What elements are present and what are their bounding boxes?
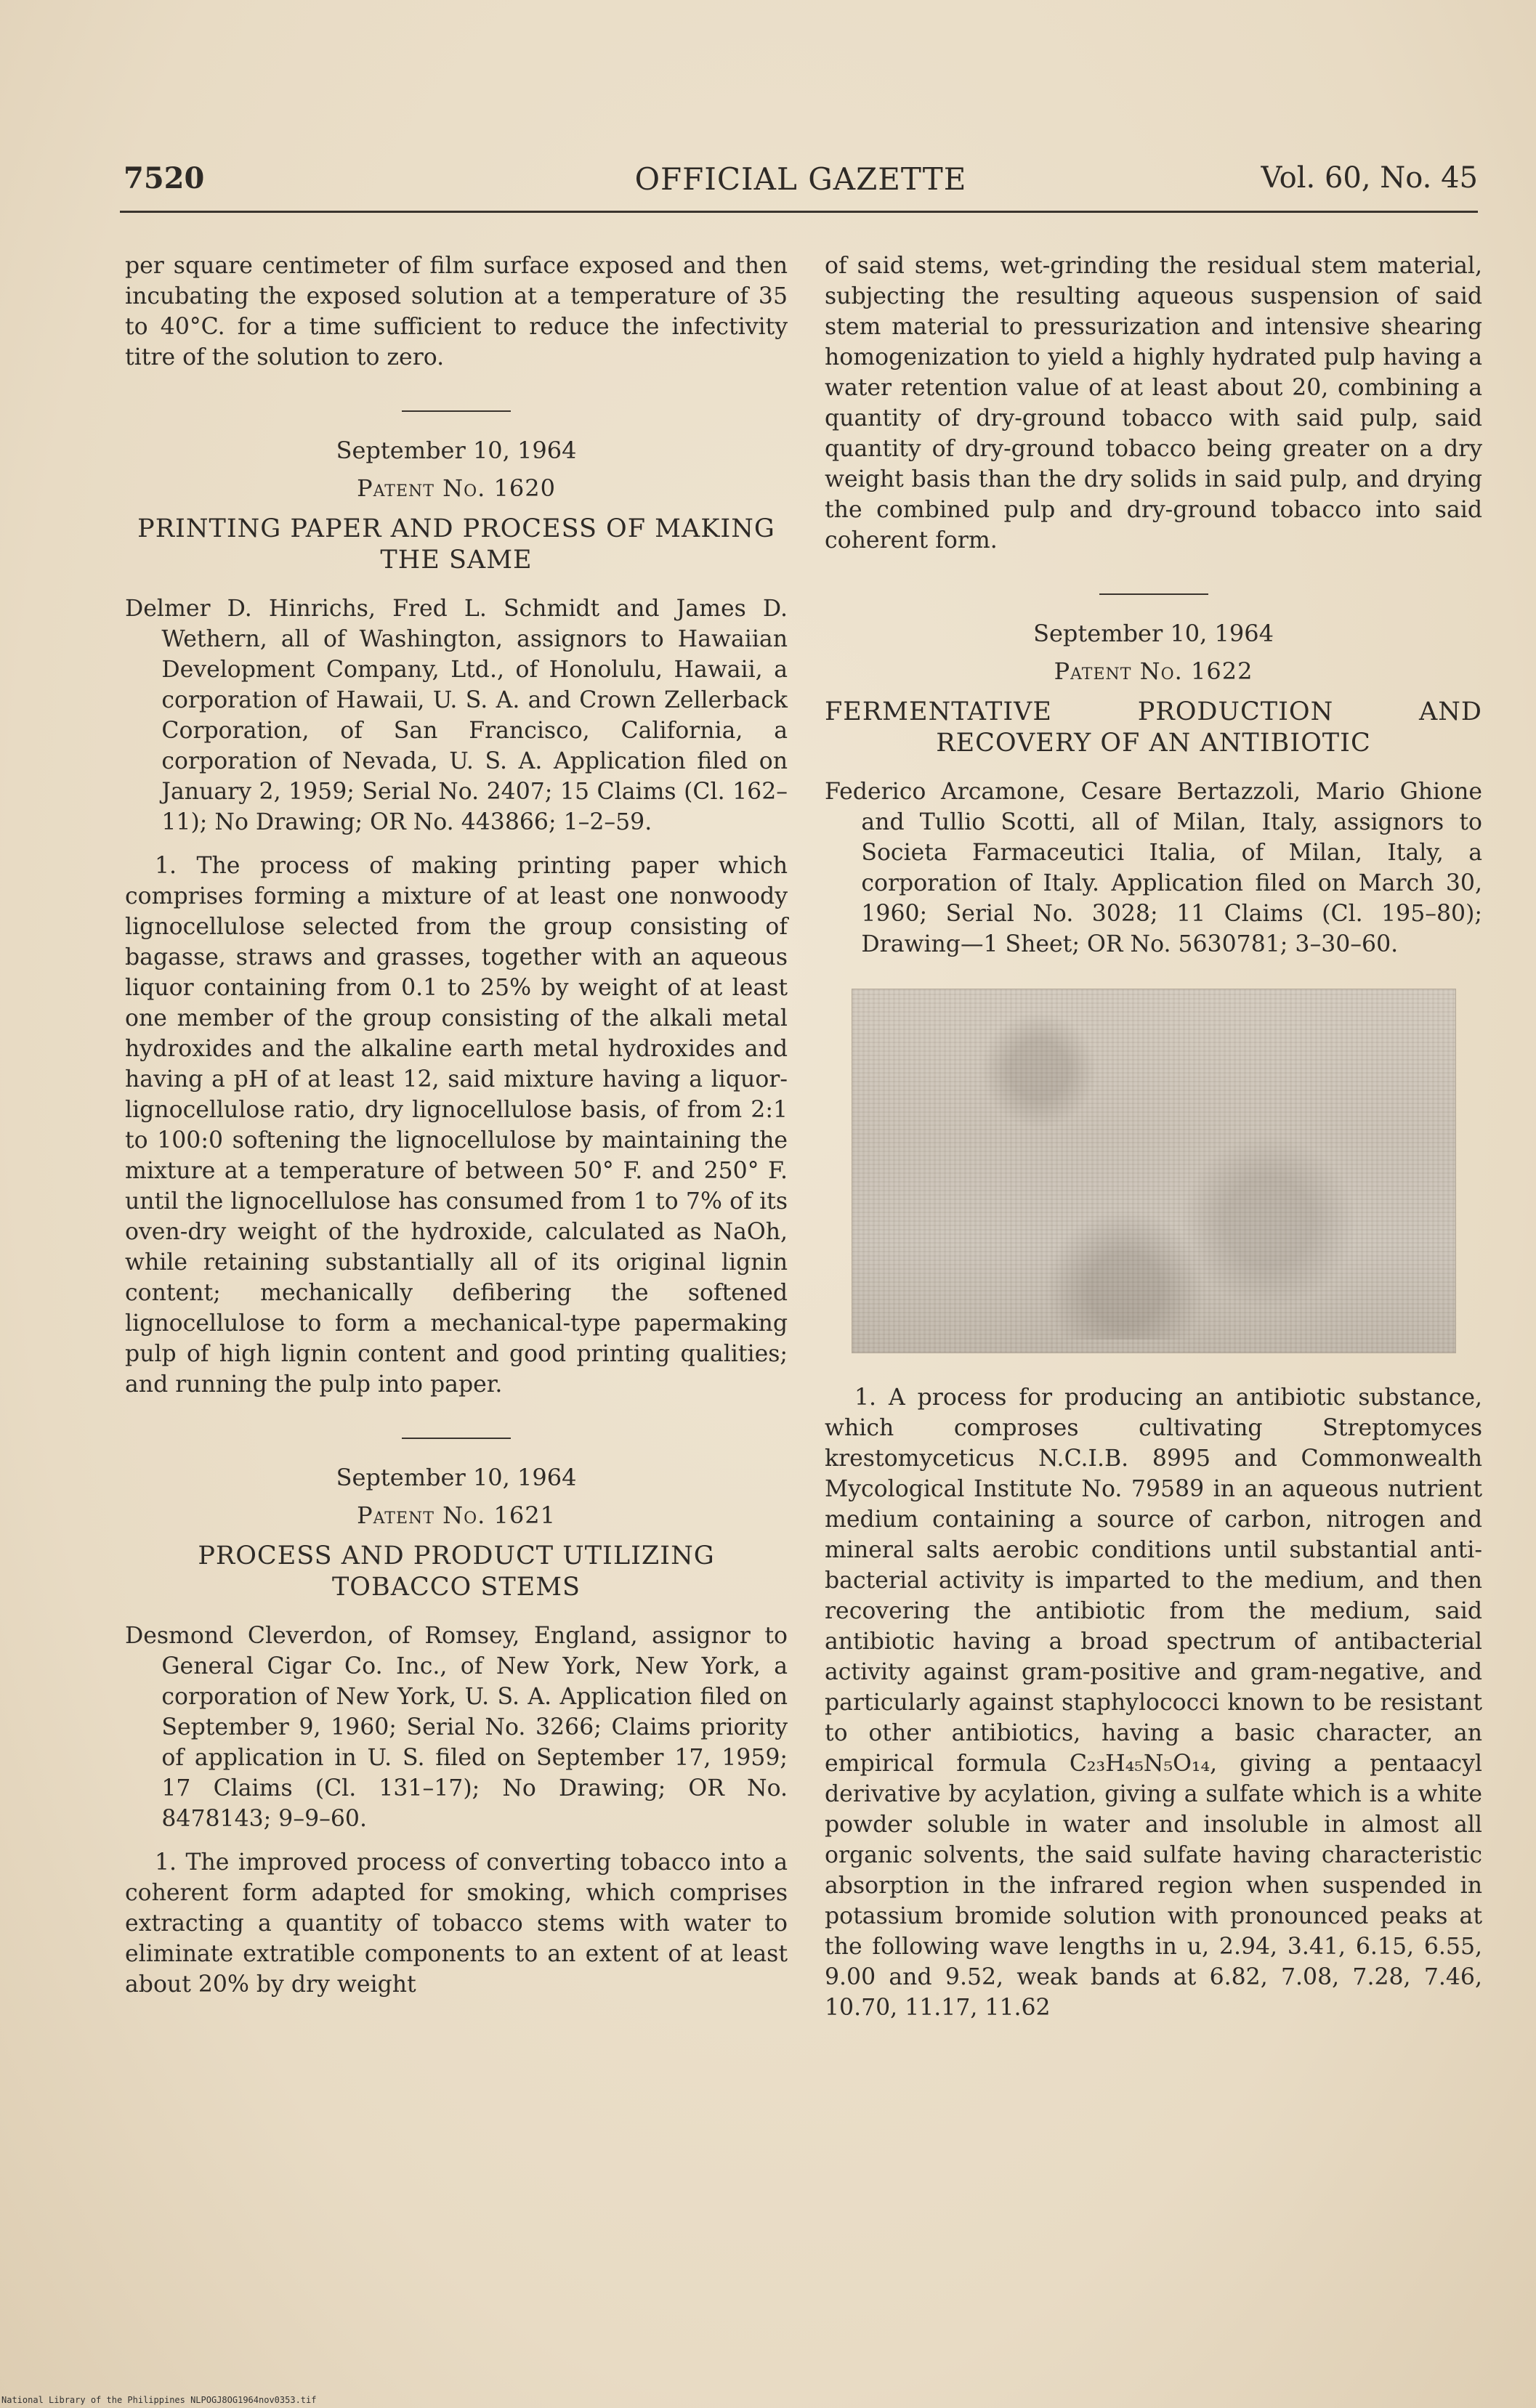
right-column bbox=[825, 251, 1482, 2023]
section-divider bbox=[402, 410, 511, 412]
volume-number: Vol. 60, No. 45 bbox=[1261, 161, 1478, 195]
patent-1620-claim: 1. The process of making printing paper which comprises forming a mixture of at least one nonwoody lignocellulose selected from the group consisting of bagasse, straws and grasses, together with an aqueous liquor containing from 0.1 to 25% by weight of at least one member of the group consisting of the alkali metal hydroxides and the alkaline earth metal hydroxides and having a pH of at least 12, said mixture having a liquor-lignocellulose ratio, dry lignocellulose basis, of from 2:1 to 100:0 softening the lignocellulose by maintaining the mixture at a temperature of between 50° F. and 250° F. until the lignocellulose has consumed from 1 to 7% of its oven-dry weight of the hydroxide, calculated as NaOh, while retaining substantially all of its original lignin content; mechanically defibering the softened lignocellulose to form a mechanical-type papermaking pulp of high lignin content and good printing qualities; and running the pulp into paper. bbox=[125, 853, 788, 1398]
drawing-texture bbox=[867, 1002, 1441, 1339]
patent-1622-assignee: Federico Arcamone, Cesare Bertazzoli, Mario Ghione and Tullio Scotti, all of Milan, Italy, assignors to Societa Farmaceutici Italia, of Milan, Italy, a corporation of Italy. Application filed on March 30, 1960; Serial No. 3028; 11 Claims (Cl. 195–80); Drawing—1 Sheet; OR No. 5630781; 3–30–60. bbox=[825, 779, 1482, 957]
publication-title: OFFICIAL GAZETTE bbox=[634, 161, 967, 197]
patent-1620-date: September 10, 1964 bbox=[336, 437, 577, 464]
patent-1621-assignee: Desmond Cleverdon, of Romsey, England, assignor to General Cigar Co. Inc., of New York, New York, a corporation of New York, U. S. A. Application filed on September 9, 1960; Serial No. 3266; Claims priority of application in U. S. filed on September 17, 1959; 17 Claims (Cl. 131–17); No Drawing; OR No. 8478143; 9–9–60. bbox=[125, 1623, 788, 1832]
patent-1622-date: September 10, 1964 bbox=[1033, 620, 1274, 647]
scan-credit: National Library of the Philippines NLPOGJ8OG1964nov0353.tif bbox=[1, 2395, 317, 2405]
patent-1620-assignee: Delmer D. Hinrichs, Fred L. Schmidt and James D. Wethern, all of Washington, assignors to Hawaiian Development Company, Ltd., of Honolulu, Hawaii, a corporation of Hawaii, U. S. A. and Crown Zellerback Corporation, of San Francisco, California, a corporation of Nevada, U. S. A. Application filed on January 2, 1959; Serial No. 2407; 15 Claims (Cl. 162–11); No Drawing; OR No. 443866; 1–2–59. bbox=[125, 596, 788, 835]
patent-1620-number: Patent No. 1620 bbox=[357, 474, 556, 502]
page-header bbox=[124, 161, 1478, 212]
patent-1622-claim: 1. A process for producing an antibiotic substance, which comproses cultivating Streptomyces krestomyceticus N.C.I.B. 8995 and Commonwealth Mycological Institute No. 79589 in an aqueous nutrient medium containing a source of carbon, nitrogen and mineral salts aerobic conditions until substantial anti-bacterial activity is imparted to the medium, and then recovering the antibiotic from the medium, said antibiotic having a broad spectrum of antibacterial activity against gram-positive and gram-negative, and particularly against staphylococci known to be resistant to other antibiotics, having a basic character, an empirical formula C₂₃H₄₅N₅O₁₄, giving a pentaacyl derivative by acylation, giving a sulfate which is a white powder soluble in water and insoluble in almost all organic solvents, the said sulfate having characteristic absorption in the infrared region when suspended in potassium bromide solution with pronounced peaks at the following wave lengths in u, 2.94, 3.41, 6.15, 6.55, 9.00 and 9.52, weak bands at 6.82, 7.08, 7.28, 7.46, 10.70, 11.17, 11.62 bbox=[825, 1385, 1482, 2021]
left-column bbox=[125, 251, 788, 2000]
patent-1621-title: PROCESS AND PRODUCT UTILIZING TOBACCO STEMS bbox=[198, 1541, 715, 1602]
section-divider bbox=[1099, 593, 1208, 595]
patent-1621-claim: 1. The improved process of converting tobacco into a coherent form adapted for smoking, which comprises extracting a quantity of tobacco stems with water to eliminate extratible components to an extent of at least about 20% by dry weight bbox=[125, 1849, 788, 1998]
patent-1620-title: PRINTING PAPER AND PROCESS OF MAKING THE SAME bbox=[137, 514, 775, 575]
header-rule bbox=[120, 211, 1478, 213]
patent-1621-date: September 10, 1964 bbox=[336, 1464, 577, 1491]
section-divider bbox=[402, 1438, 511, 1439]
patent-1621-number: Patent No. 1621 bbox=[357, 1501, 556, 1529]
patent-1622-number: Patent No. 1622 bbox=[1054, 657, 1253, 685]
patent-1622-title: FERMENTATIVE PRODUCTION AND RECOVERY OF AN ANTIBIOTIC bbox=[825, 697, 1482, 758]
continued-claim-text: of said stems, wet-grinding the residual stem material, subjecting the resulting aqueous suspension of said stem material to pressurization and intensive shearing homogenization to yield a highly hydrated pulp having a water retention value of at least about 20, combining a quantity of dry-ground tobacco with said pulp, said quantity of dry-ground tobacco being greater on a dry weight basis than the dry solids in said pulp, and drying the combined pulp and dry-ground tobacco into said coherent form. bbox=[825, 253, 1482, 554]
continued-claim-text: per square centimeter of film surface exposed and then incubating the exposed solution at a temperature of 35 to 40°C. for a time sufficient to reduce the infectivity titre of the solution to zero. bbox=[125, 253, 788, 370]
patent-drawing-image bbox=[852, 989, 1456, 1353]
page-number: 7520 bbox=[124, 161, 205, 195]
